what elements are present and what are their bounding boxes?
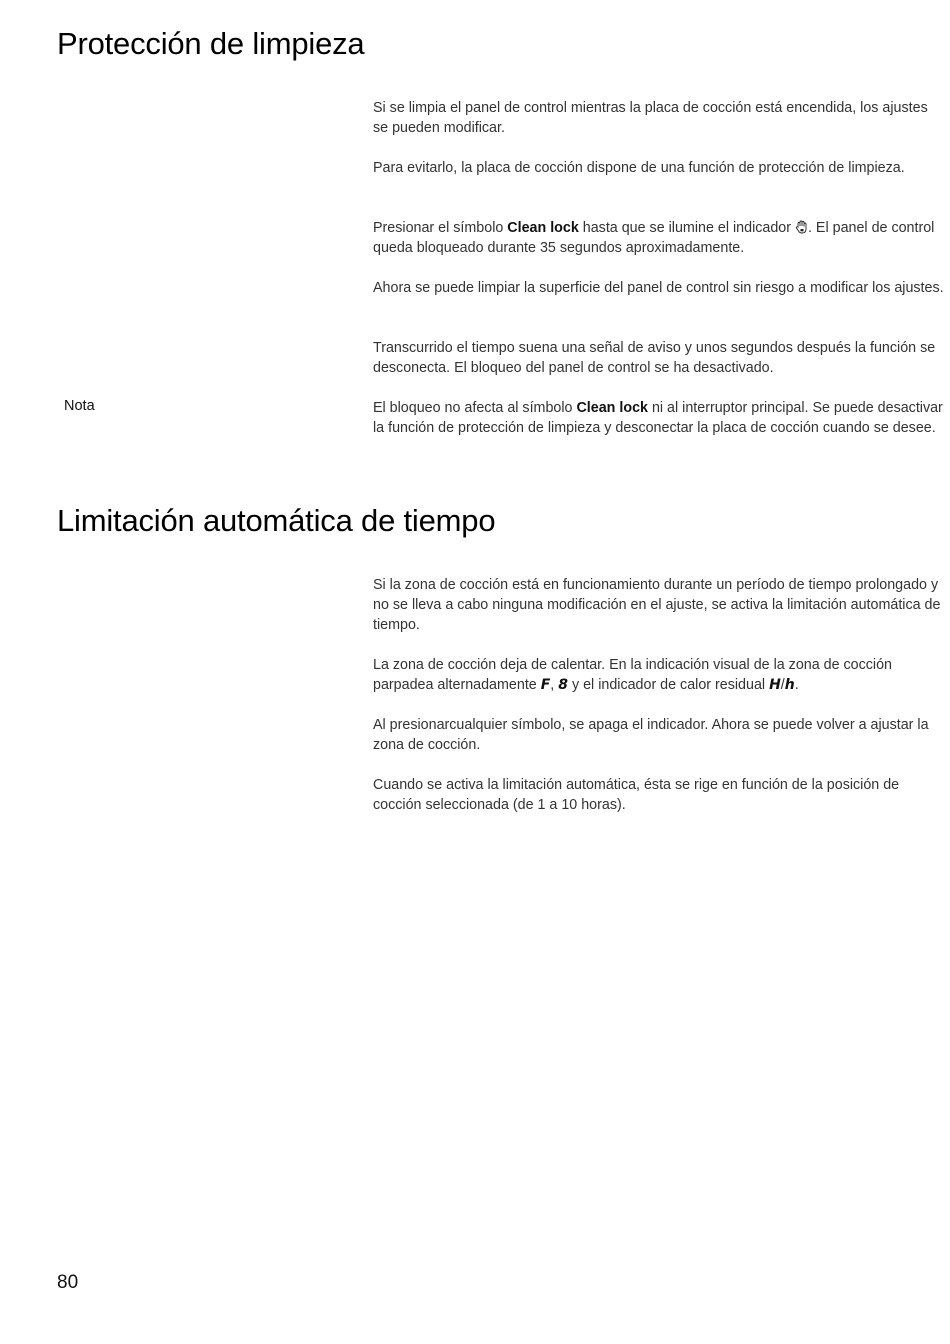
paragraph: Al presionarcualquier símbolo, se apaga el indicador. Ahora se puede volver a ajustar la zona de cocción.	[373, 717, 929, 753]
text: El bloqueo no afecta al símbolo	[373, 400, 577, 416]
paragraph	[373, 655, 945, 695]
text: y el indicador de calor residual	[568, 677, 770, 693]
page-number: 80	[57, 1272, 79, 1293]
display-symbol-8: 8	[558, 677, 568, 693]
note-paragraph	[373, 398, 945, 438]
hand-lock-icon	[795, 220, 808, 234]
text: /	[780, 677, 785, 693]
paragraph: Si se limpia el panel de control mientras la placa de cocción está encendida, los ajustes se pueden modificar.	[373, 100, 928, 136]
display-symbol-h-upper: H	[769, 677, 781, 693]
text: . El panel de control queda bloqueado durante 35 segundos aproximadamente.	[373, 220, 935, 256]
text: ni al interruptor principal. Se puede desactivar la función de protección de limpieza y desconectar la placa de cocción cuando se desee.	[373, 400, 943, 436]
paragraph: Si la zona de cocción está en funcionamiento durante un período de tiempo prolongado y no se lleva a cabo ninguna modificación en el ajuste, se activa la limitación automática de tiempo.	[373, 577, 941, 633]
paragraph: Cuando se activa la limitación automática, ésta se rige en función de la posición de cocción seleccionada (de 1 a 10 horas).	[373, 777, 900, 813]
display-symbol-f: F	[540, 677, 551, 693]
display-symbol-h-lower: h	[784, 677, 795, 693]
text: Presionar el símbolo	[373, 220, 508, 236]
section-title-cleaning-protection: Protección de limpieza	[57, 26, 365, 61]
text: .	[794, 677, 799, 693]
paragraph: Para evitarlo, la placa de cocción dispone de una función de protección de limpieza.	[373, 160, 905, 176]
paragraph: Ahora se puede limpiar la superficie del panel de control sin riesgo a modificar los ajustes.	[373, 280, 944, 296]
text: La zona de cocción deja de calentar. En la indicación visual de la zona de cocción parpadea alternadamente	[373, 657, 893, 693]
text: hasta que se ilumine el indicador	[578, 220, 795, 236]
clean-lock-label: Clean lock	[576, 400, 648, 416]
note-label: Nota	[64, 398, 95, 414]
paragraph	[373, 218, 945, 258]
section-title-auto-time-limit: Limitación automática de tiempo	[57, 503, 496, 538]
text: ,	[550, 677, 559, 693]
clean-lock-label: Clean lock	[507, 220, 579, 236]
paragraph: Transcurrido el tiempo suena una señal de aviso y unos segundos después la función se desconecta. El bloqueo del panel de control se ha desactivado.	[373, 340, 936, 376]
